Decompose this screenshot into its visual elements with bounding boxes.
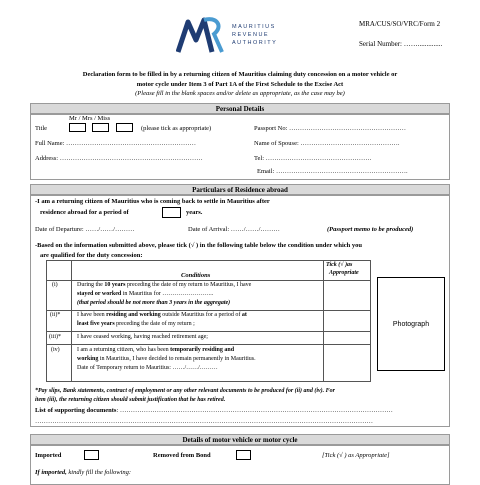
removed-from-bond-label: Removed from Bond bbox=[153, 452, 211, 459]
imported-checkbox[interactable] bbox=[84, 450, 99, 460]
row-line: stayed or worked in Mauritius for …………………….. bbox=[77, 291, 214, 297]
serial-number[interactable]: Serial Number: …….............. bbox=[359, 40, 443, 48]
table-header-num bbox=[46, 260, 72, 281]
row-num: (iii)* bbox=[49, 334, 61, 340]
residence-statement-2b: years. bbox=[186, 209, 203, 216]
row-line: I have ceased working, having reached retirement age; bbox=[77, 334, 208, 340]
photograph-box[interactable] bbox=[377, 277, 445, 371]
tick-box-row-i[interactable] bbox=[323, 280, 371, 311]
spouse-name-field[interactable]: Name of Spouse: ………………………………………. bbox=[254, 140, 400, 147]
supporting-docs-line[interactable] bbox=[35, 407, 393, 415]
title-miss-checkbox[interactable] bbox=[116, 123, 133, 132]
residence-years-box[interactable] bbox=[162, 207, 181, 218]
email-field[interactable]: Email: ……………………………………………………. bbox=[257, 168, 408, 175]
if-imported-note bbox=[35, 469, 131, 477]
vehicle-tick-note: [Tick (√ ) as Appropriate] bbox=[322, 452, 390, 459]
row-num: (i) bbox=[52, 282, 58, 288]
residence-header: Particulars of Residence abroad bbox=[30, 184, 450, 195]
mra-logo bbox=[176, 12, 306, 58]
form-title-note: (Please fill in the blank spaces and/or delete as appropriate, as the case may be) bbox=[135, 90, 345, 97]
supporting-docs-dots: : ……………………………………………………………………………………………………………… bbox=[116, 407, 393, 414]
vehicle-header: Details of motor vehicle or motor cycle bbox=[30, 434, 450, 445]
row-line: During the 10 years preceding the date of my return to Mauritius, I have bbox=[77, 282, 252, 288]
supporting-docs-label: List of supporting documents bbox=[35, 407, 117, 414]
row-line: (that period should be not more than 3 years in the aggregate) bbox=[77, 300, 231, 306]
based-on-line2: are qualified for the duty concession: bbox=[40, 252, 143, 259]
full-name-field[interactable]: Full Name: …………………………………………………… bbox=[35, 140, 197, 147]
row-line: I have been residing and working outside Mauritius for a period of at bbox=[77, 312, 247, 318]
title-mr-checkbox[interactable] bbox=[69, 123, 86, 132]
residence-statement-2a: residence abroad for a period of bbox=[40, 209, 129, 216]
form-title-line2: motor cycle under Item 3 of Part 1A of the First Schedule to the Excise Act bbox=[136, 81, 344, 88]
row-line: I am a returning citizen, who has been temporarily residing and bbox=[77, 347, 235, 353]
col-tick-label-1: Tick (√ )as bbox=[326, 262, 353, 268]
tick-box-row-iv[interactable] bbox=[323, 344, 371, 382]
col-tick-label-2: Appropriate bbox=[329, 270, 359, 276]
supporting-docs-line2[interactable]: ………………………………………………………………………………………………………………………………………… bbox=[35, 418, 373, 425]
departure-date-field[interactable]: Date of Departure: ……/……/……… bbox=[35, 226, 135, 233]
arrival-date-field[interactable]: Date of Arrival: ……/……/……… bbox=[188, 226, 280, 233]
tel-field[interactable]: Tel: …………………………………………. bbox=[254, 155, 372, 162]
removed-from-bond-checkbox[interactable] bbox=[236, 450, 251, 460]
table-row-num-cell bbox=[46, 280, 72, 311]
row-line: Date of Temporary return to Mauritius: ……/……/……… bbox=[77, 365, 218, 371]
address-field[interactable]: Address: ………………………………………………………… bbox=[35, 155, 203, 162]
photograph-label: Photograph bbox=[392, 321, 430, 328]
tick-box-row-iii[interactable] bbox=[323, 331, 371, 345]
passport-memo-note: (Passport memo to be produced) bbox=[327, 226, 414, 233]
if-imported-rest: kindly fill the following: bbox=[66, 469, 132, 476]
personal-details-header: Personal Details bbox=[30, 103, 450, 114]
imported-label: Imported bbox=[35, 452, 62, 459]
logo-line2: REVENUE bbox=[232, 32, 270, 38]
row-num: (iv) bbox=[51, 347, 60, 353]
form-reference: MRA/CUS/SO/VRC/Form 2 bbox=[359, 20, 441, 28]
row-line: least five years preceding the date of my return ; bbox=[77, 321, 195, 327]
logo-line1: MAURITIUS bbox=[232, 24, 276, 30]
row-num: (ii)* bbox=[50, 312, 61, 318]
title-label: Title bbox=[35, 125, 48, 132]
logo-line3: AUTHORITY bbox=[232, 40, 278, 46]
form-title-line1: Declaration form to be filled in by a returning citizen of Mauritius claiming duty concession on a motor vehicle or bbox=[82, 71, 398, 78]
col-conditions-label: Conditions bbox=[181, 272, 211, 279]
title-tick-note: (please tick as appropriate) bbox=[141, 125, 212, 132]
footnote-line2: item (iii), the returning citizen should submit justification that he has retired. bbox=[35, 397, 226, 403]
row-line: working in Mauritius, I have decided to remain permanently in Mauritius. bbox=[77, 356, 256, 362]
footnote-line1: *Pay slips, Bank statements, contract of employment or any other relevant documents to be produced for (ii) and (iv). For bbox=[35, 388, 335, 394]
title-mrs-checkbox[interactable] bbox=[92, 123, 109, 132]
if-imported-bold: If imported, bbox=[35, 469, 67, 476]
based-on-line1: -Based on the information submitted above, please tick (√ ) in the following table below the condition under which you bbox=[35, 242, 363, 249]
residence-statement-1: -I am a returning citizen of Mauritius who is coming back to settle in Mauritius after bbox=[35, 198, 270, 205]
tick-box-row-ii[interactable] bbox=[323, 310, 371, 332]
passport-field[interactable]: Passport No: ……………………………………………… bbox=[254, 125, 407, 132]
title-options: Mr / Mrs / Miss bbox=[69, 115, 111, 122]
